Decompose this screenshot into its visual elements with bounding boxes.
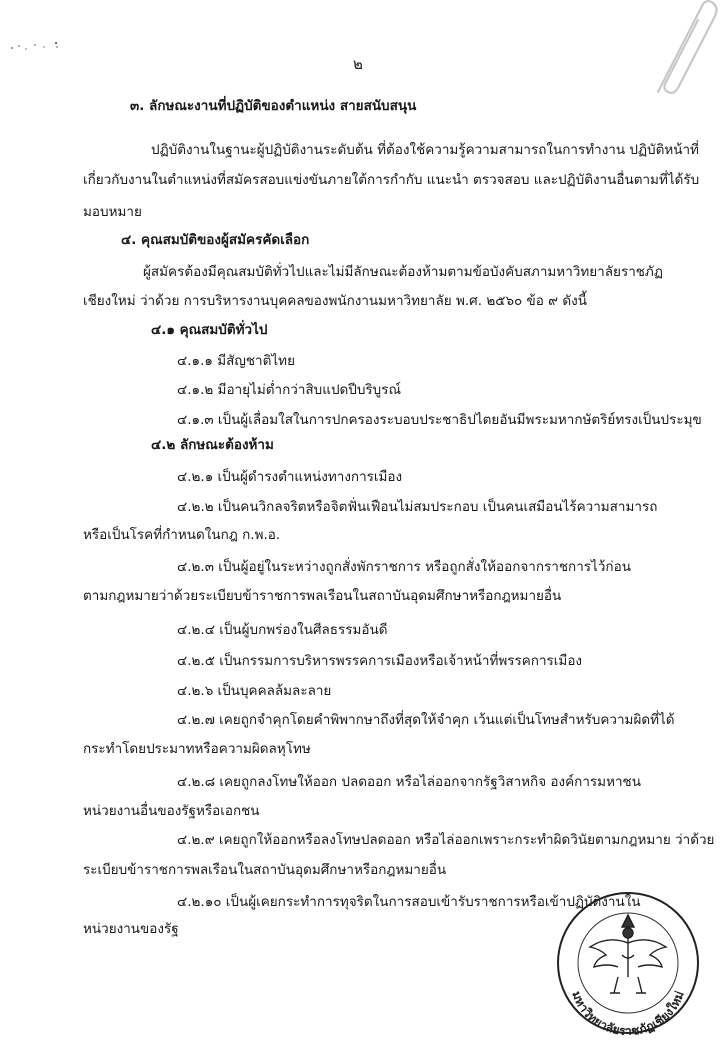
paragraph-line: เกี่ยวกับงานในตำแหน่งที่สมัครสอบแข่งขันภายใต้การกำกับ แนะนำ ตรวจสอบ และปฏิบัติงานอื่นตามที่ได้รับ	[83, 172, 700, 188]
paragraph-line: ปฏิบัติงานในฐานะผู้ปฏิบัติงานระดับต้น ที่ต้องใช้ความรู้ความสามารถในการทำงาน ปฏิบัติหน้าที่	[151, 142, 699, 158]
list-item: ๔.๒.๕ เป็นกรรมการบริหารพรรคการเมืองหรือเจ้าหน้าที่พรรคการเมือง	[177, 653, 583, 669]
list-item: ๔.๒.๑ เป็นผู้ดำรงตำแหน่งทางการเมือง	[177, 469, 403, 485]
page-number: ๒	[353, 55, 363, 73]
list-item-continuation: กระทำโดยประมาทหรือความผิดลหุโทษ	[83, 741, 311, 757]
seal-text: มหาวิทยาลัยราชภัฏเชียงใหม่	[569, 989, 687, 1035]
paragraph-line: ผู้สมัครต้องมีคุณสมบัติทั่วไปและไม่มีลักษณะต้องห้ามตามข้อบังคับสภามหาวิทยาลัยราชภัฏ	[143, 264, 663, 280]
list-item: ๔.๒.๓ เป็นผู้อยู่ในระหว่างถูกสั่งพักราชการ หรือถูกสั่งให้ออกจากราชการไว้ก่อน	[177, 559, 631, 575]
list-item: ๔.๒.๒ เป็นคนวิกลจริตหรือจิตฟั่นเฟือนไม่สมประกอบ เป็นคนเสมือนไร้ความสามารถ	[177, 499, 658, 515]
list-item: ๔.๒.๙ เคยถูกให้ออกหรือลงโทษปลดออก หรือไล่ออกเพราะกระทำผิดวินัยตามกฎหมาย ว่าด้วย	[177, 832, 715, 848]
list-item: ๔.๑.๑ มีสัญชาติไทย	[177, 353, 295, 369]
list-item: ๔.๑.๓ เป็นผู้เลื่อมใสในการปกครองระบอบประชาธิปไตยอันมีพระมหากษัตริย์ทรงเป็นประมุข	[177, 412, 702, 428]
list-item: ๔.๒.๑๐ เป็นผู้เคยกระทำการทุจริตในการสอบเข้ารับราชการหรือเข้าปฏิบัติงานใน	[177, 894, 641, 910]
paragraph-line: เชียงใหม่ ว่าด้วย การบริหารงานบุคคลของพนักงานมหาวิทยาลัย พ.ศ. ๒๕๖๐ ข้อ ๙ ดังนี้	[83, 293, 587, 309]
section-4-heading: ๔. คุณสมบัติของผู้สมัครคัดเลือก	[121, 232, 310, 248]
paper-clip-image	[640, 0, 720, 100]
paragraph-line: มอบหมาย	[83, 204, 142, 220]
section-3-heading: ๓. ลักษณะงานที่ปฏิบัติของตำแหน่ง สายสนับสนุน	[130, 98, 417, 114]
list-item: ๔.๒.๗ เคยถูกจำคุกโดยคำพิพากษาถึงที่สุดให้จำคุก เว้นแต่เป็นโทษสำหรับความผิดที่ได้	[177, 712, 675, 728]
scan-speckles	[8, 40, 68, 60]
list-item-continuation: ระเบียบข้าราชการพลเรือนในสถาบันอุดมศึกษาหรือกฎหมายอื่น	[83, 862, 447, 878]
subsection-4-2-heading: ๔.๒ ลักษณะต้องห้าม	[151, 437, 274, 453]
university-seal-stamp	[548, 885, 708, 1035]
list-item: ๔.๒.๖ เป็นบุคคลล้มละลาย	[177, 683, 332, 699]
list-item-continuation: หน่วยงานอื่นของรัฐหรือเอกชน	[83, 803, 260, 819]
list-item-continuation: ตามกฎหมายว่าด้วยระเบียบข้าราชการพลเรือนในสถาบันอุดมศึกษาหรือกฎหมายอื่น	[83, 588, 562, 604]
list-item: ๔.๒.๘ เคยถูกลงโทษให้ออก ปลดออก หรือไล่ออกจากรัฐวิสาหกิจ องค์การมหาชน	[177, 774, 641, 790]
svg-text:มหาวิทยาลัยราชภัฏเชียงใหม่	[569, 989, 686, 1035]
subsection-4-1-heading: ๔.๑ คุณสมบัติทั่วไป	[151, 322, 268, 338]
list-item: ๔.๑.๒ มีอายุไม่ต่ำกว่าสิบแปดปีบริบูรณ์	[177, 382, 402, 398]
list-item-continuation: หรือเป็นโรคที่กำหนดในกฎ ก.พ.อ.	[83, 527, 281, 543]
list-item-continuation: หน่วยงานของรัฐ	[83, 921, 179, 937]
list-item: ๔.๒.๔ เป็นผู้บกพร่องในศีลธรรมอันดี	[177, 622, 388, 638]
